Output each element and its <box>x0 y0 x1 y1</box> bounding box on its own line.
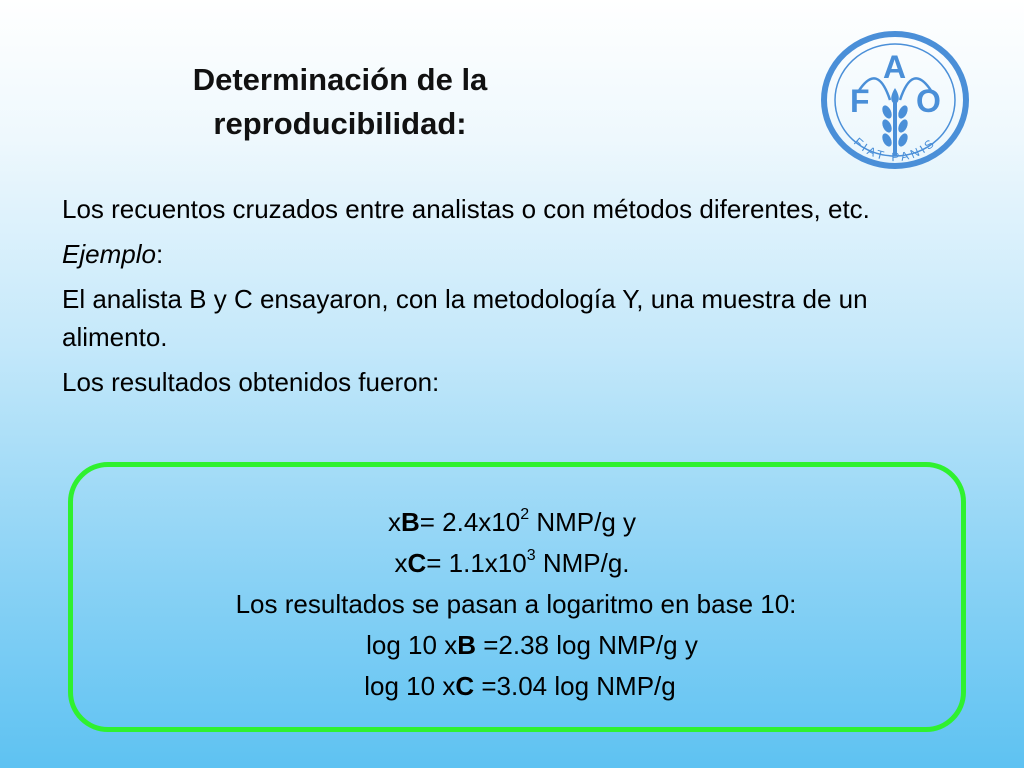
title-line-1: Determinación de la <box>192 62 488 97</box>
result-line-log-xb: log 10 xB =2.38 log NMP/g y <box>366 630 698 660</box>
result-line-xb: $xB= 2.4x10^2$ NMP/g y <box>387 506 637 537</box>
paragraph-resultados: Los resultados obtenidos fueron: <box>62 367 440 397</box>
paragraph-analista: El analista B y C ensayaron, con la metodología Y, una muestra de un alimento. <box>62 284 868 352</box>
result-line-xc: $xC= 1.1x10^3$ NMP/g. <box>394 547 630 578</box>
fao-logo <box>820 30 970 170</box>
logo-motto: FIAT PANIS <box>851 134 939 165</box>
body-text <box>62 190 942 408</box>
results-lines <box>0 502 1024 707</box>
paragraph-ejemplo <box>62 235 942 273</box>
title-line-2: reproducibilidad: <box>213 106 467 141</box>
result-line-log-intro: Los resultados se pasan a logaritmo en base 10: <box>235 589 797 619</box>
logo-letter-o: O <box>916 83 941 119</box>
ejemplo-label: Ejemplo <box>62 239 156 269</box>
logo-letter-a: A <box>883 49 907 85</box>
paragraph-recuentos: Los recuentos cruzados entre analistas o con métodos diferentes, etc. <box>62 194 870 224</box>
slide-title <box>110 58 570 146</box>
result-line-log-xc: log 10 xC =3.04 log NMP/g <box>364 671 676 701</box>
ejemplo-colon: : <box>155 239 164 269</box>
logo-letter-f: F <box>850 83 870 119</box>
